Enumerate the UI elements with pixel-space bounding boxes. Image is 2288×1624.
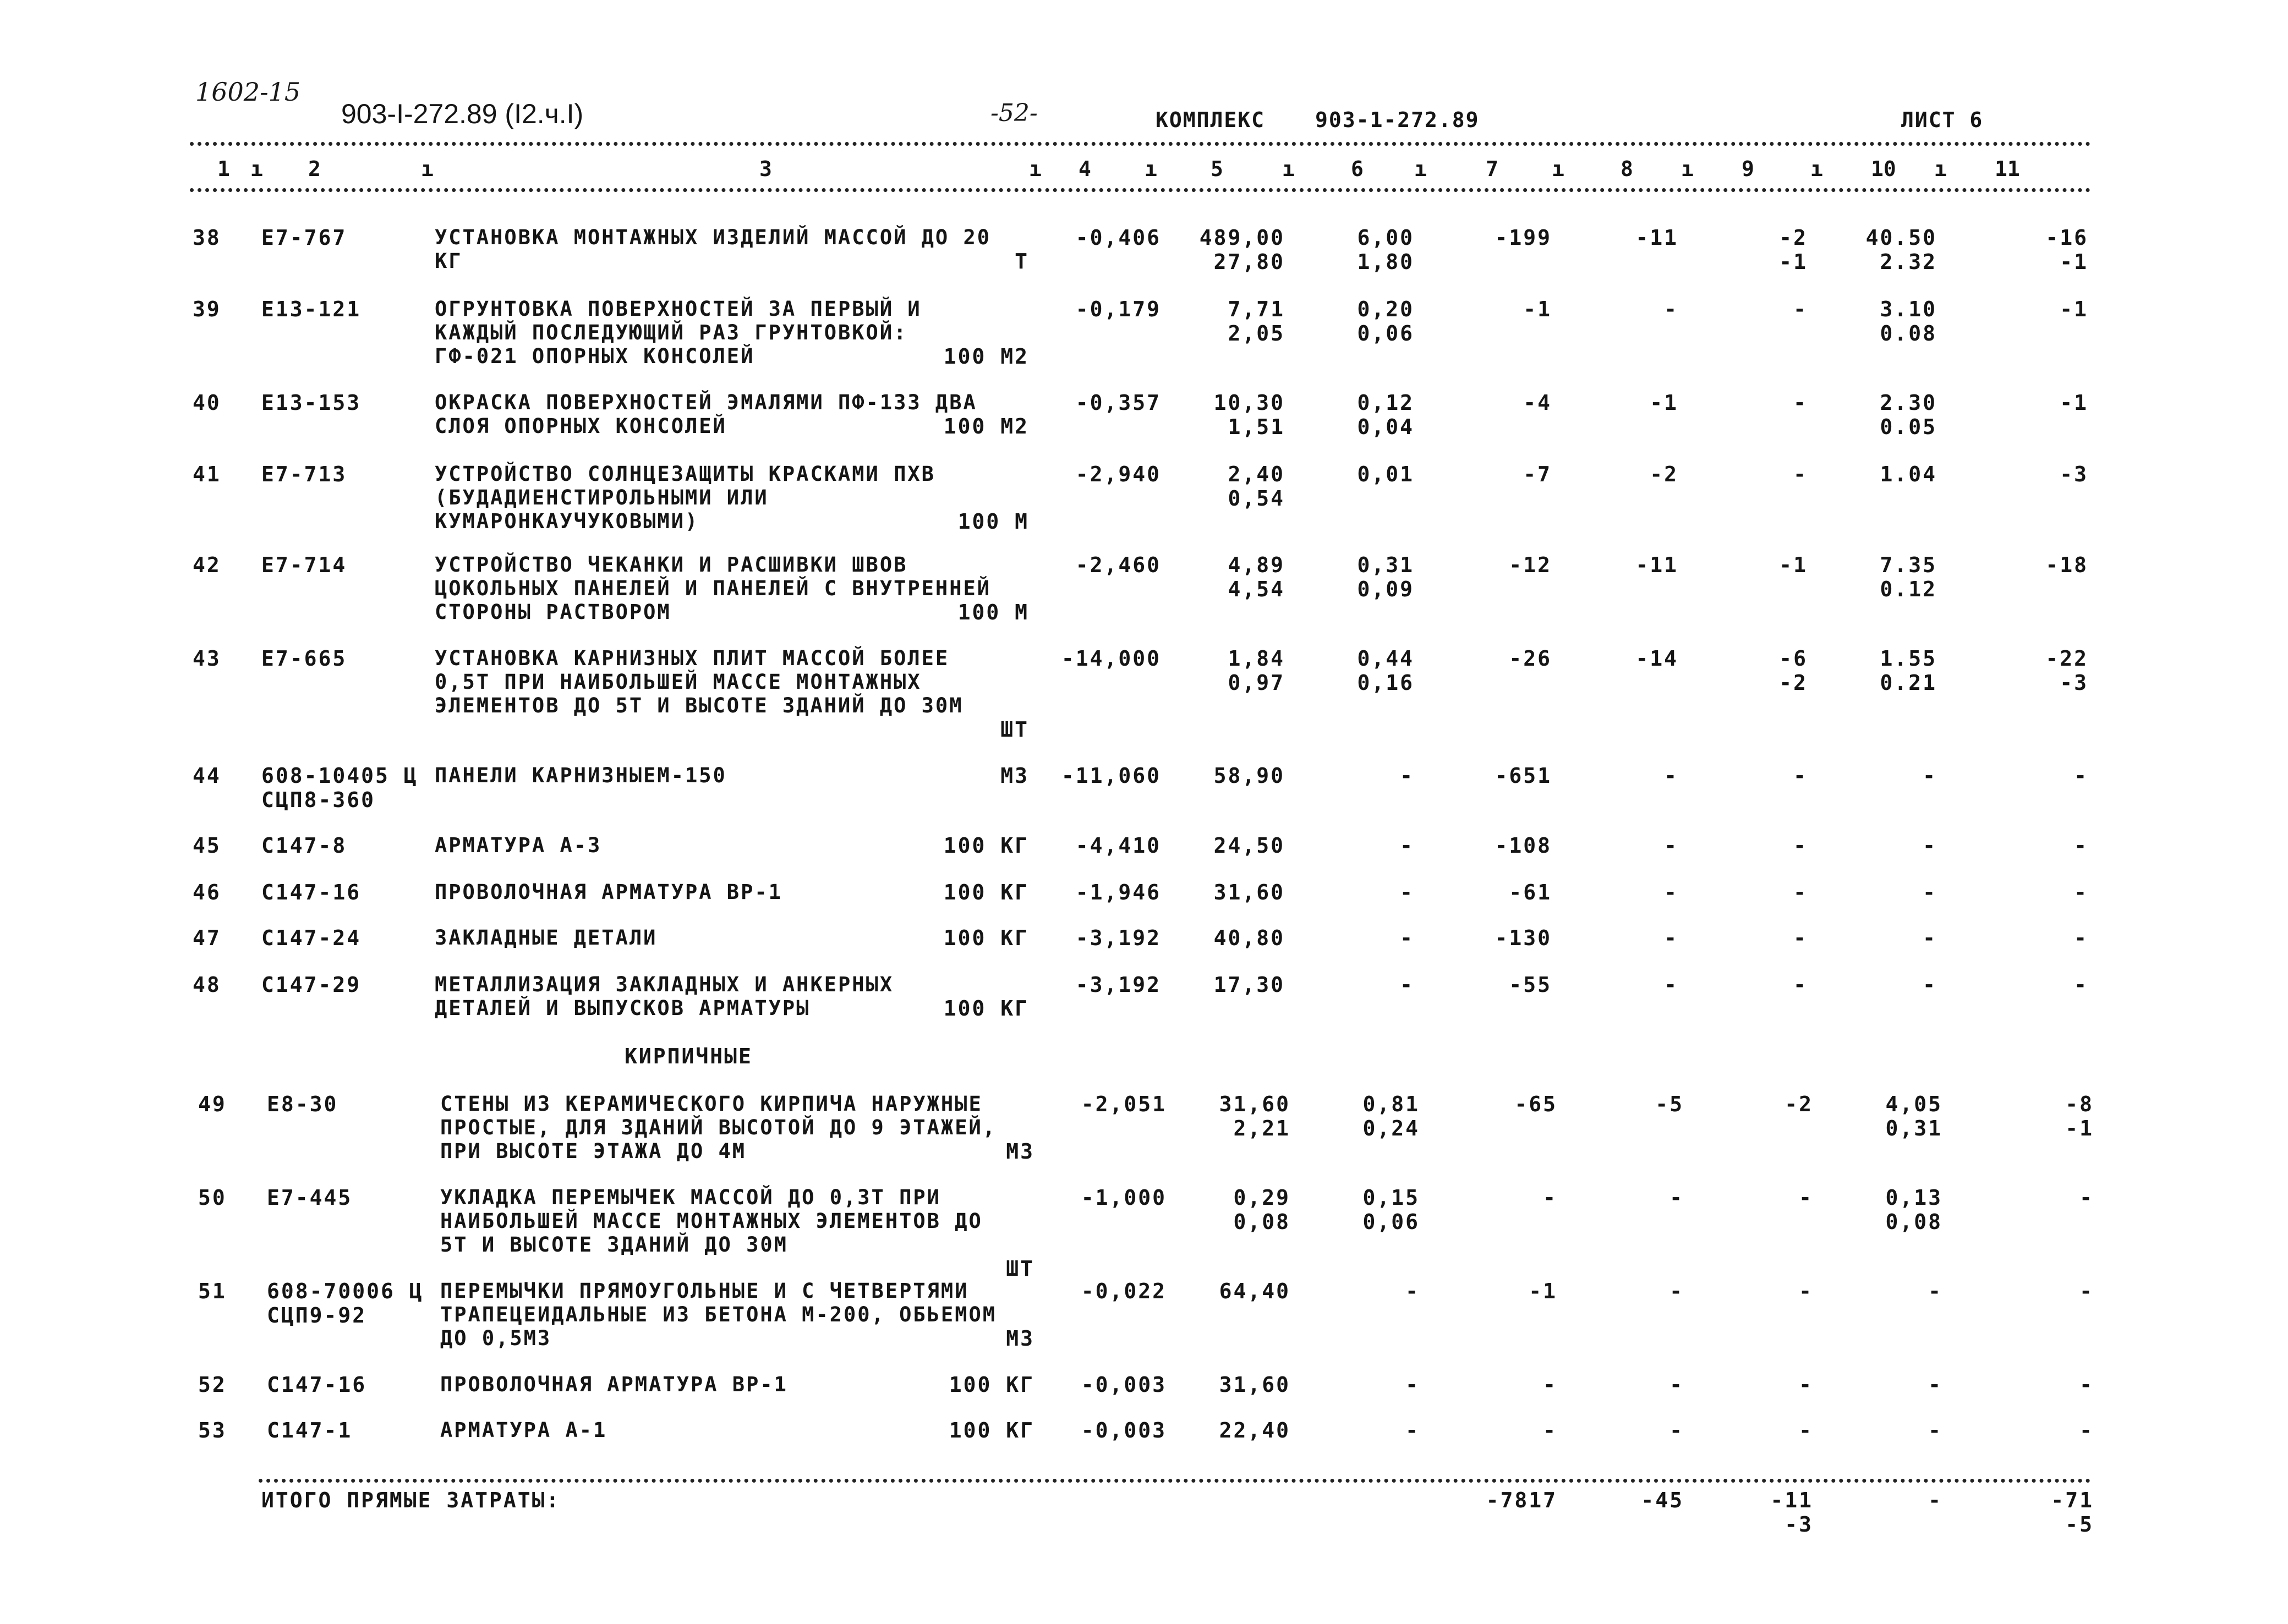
cell-c6: 0,01 (1357, 462, 1414, 486)
work-description: АРМАТУРА А-3 (435, 833, 602, 857)
norm-code: 608-70006 Ц СЦП9-92 (267, 1279, 424, 1327)
section-heading: КИРПИЧНЫЕ (625, 1044, 753, 1068)
unit-of-measure: 100 М2 (943, 414, 1029, 438)
cell-c8: - (1664, 973, 1678, 997)
document-code: 903-I-272.89 (I2.ч.I) (341, 98, 584, 129)
cell-c7: -7 (1523, 462, 1552, 486)
column-number: 10 (1871, 157, 1896, 181)
cell-c5: 489,00 27,80 (1199, 226, 1285, 274)
cell-c7: -108 (1495, 833, 1552, 858)
norm-code: Е13-121 (261, 297, 362, 321)
cell-c6: 0,81 0,24 (1362, 1092, 1420, 1140)
cell-c7: - (1543, 1373, 1557, 1397)
complex-code: 903-1-272.89 (1315, 108, 1480, 132)
cell-c10: - (1923, 764, 1937, 788)
cell-c10: 1.04 (1880, 462, 1937, 486)
unit-of-measure: 100 М (957, 509, 1029, 534)
cell-c11: -18 (2045, 553, 2088, 577)
unit-of-measure: 100 КГ (949, 1373, 1034, 1397)
cell-c4: -14,000 (1061, 646, 1161, 671)
total-c10: - (1928, 1488, 1942, 1512)
row-number: 51 (198, 1279, 227, 1303)
cell-c7: - (1543, 1186, 1557, 1210)
cell-c6: - (1400, 764, 1414, 788)
cell-c10: - (1928, 1373, 1942, 1397)
cell-c11: - (2079, 1418, 2094, 1442)
cell-c5: 40,80 (1213, 926, 1285, 950)
work-description: УСТАНОВКА КАРНИЗНЫХ ПЛИТ МАССОЙ БОЛЕЕ 0,5Т ПРИ НАИБОЛЬШЕЙ МАССЕ МОНТАЖНЫХ ЭЛЕМЕНТОВ ДО 5Т И ВЫСОТЕ ЗДАНИЙ ДО 30М (435, 646, 964, 717)
cell-c4: -1,000 (1081, 1186, 1167, 1210)
column-number: 6 (1351, 157, 1364, 181)
cell-c7: -1 (1523, 297, 1552, 321)
total-label: ИТОГО ПРЯМЫЕ ЗАТРАТЫ: (261, 1488, 561, 1512)
norm-code: С147-16 (261, 880, 362, 904)
cell-c4: -4,410 (1075, 833, 1161, 858)
column-number: 9 (1742, 157, 1754, 181)
cell-c9: - (1793, 764, 1808, 788)
cell-c5: 58,90 (1213, 764, 1285, 788)
cell-c11: - (2074, 973, 2088, 997)
column-separator: ı (250, 157, 263, 181)
work-description: МЕТАЛЛИЗАЦИЯ ЗАКЛАДНЫХ И АНКЕРНЫХ ДЕТАЛЕЙ И ВЫПУСКОВ АРМАТУРЫ (435, 973, 894, 1020)
cell-c8: -11 (1635, 553, 1678, 577)
cell-c7: -4 (1523, 391, 1552, 415)
norm-code: Е7-767 (261, 226, 347, 250)
cell-c11: -3 (2060, 462, 2088, 486)
cell-c4: -2,940 (1075, 462, 1161, 486)
cell-c7: -1 (1529, 1279, 1557, 1303)
total-c8: -45 (1641, 1488, 1684, 1512)
cell-c8: -11 (1635, 226, 1678, 250)
norm-code: Е8-30 (267, 1092, 338, 1116)
cell-c11: -1 (2060, 391, 2088, 415)
cell-c4: -0,357 (1075, 391, 1161, 415)
row-number: 48 (193, 973, 221, 997)
work-description: ОГРУНТОВКА ПОВЕРХНОСТЕЙ ЗА ПЕРВЫЙ И КАЖДЫЙ ПОСЛЕДУЮЩИЙ РАЗ ГРУНТОВКОЙ: ГФ-021 ОПОРНЫХ КОНСОЛЕЙ (435, 297, 922, 368)
cell-c10: - (1928, 1418, 1942, 1442)
cell-c9: - (1793, 462, 1808, 486)
cell-c9: - (1793, 973, 1808, 997)
cell-c8: - (1664, 926, 1678, 950)
cell-c7: -65 (1514, 1092, 1557, 1116)
row-number: 38 (193, 226, 221, 250)
cell-c9: - (1793, 833, 1808, 858)
cell-c7: -61 (1509, 880, 1552, 904)
cell-c11: -1 (2060, 297, 2088, 321)
column-number: 7 (1486, 157, 1498, 181)
cell-c10: 7.35 0.12 (1880, 553, 1937, 601)
cell-c9: -6 -2 (1779, 646, 1808, 695)
row-number: 50 (198, 1186, 227, 1210)
cell-c6: - (1400, 973, 1414, 997)
cell-c4: -0,003 (1081, 1373, 1167, 1397)
cell-c4: -2,051 (1081, 1092, 1167, 1116)
norm-code: С147-24 (261, 926, 362, 950)
work-description: ОКРАСКА ПОВЕРХНОСТЕЙ ЭМАЛЯМИ ПФ-133 ДВА СЛОЯ ОПОРНЫХ КОНСОЛЕЙ (435, 391, 977, 438)
cell-c5: 2,40 0,54 (1228, 462, 1285, 511)
row-number: 53 (198, 1418, 227, 1442)
cell-c5: 7,71 2,05 (1228, 297, 1285, 345)
cell-c9: -2 (1785, 1092, 1813, 1116)
cell-c5: 10,30 1,51 (1213, 391, 1285, 439)
unit-of-measure: М3 (1000, 764, 1029, 788)
cell-c11: - (2074, 764, 2088, 788)
handwritten-reference: 1602-15 (195, 77, 301, 107)
work-description: ЗАКЛАДНЫЕ ДЕТАЛИ (435, 926, 658, 950)
unit-of-measure: 100 КГ (943, 926, 1029, 950)
cell-c6: - (1405, 1373, 1420, 1397)
cell-c10: 1.55 0.21 (1880, 646, 1937, 695)
norm-code: Е7-713 (261, 462, 347, 486)
row-number: 42 (193, 553, 221, 577)
work-description: АРМАТУРА А-1 (440, 1418, 607, 1442)
cell-c8: - (1670, 1279, 1684, 1303)
unit-of-measure: 100 КГ (943, 833, 1029, 858)
cell-c10: - (1923, 880, 1937, 904)
column-separator: ı (421, 157, 434, 181)
cell-c4: -0,003 (1081, 1418, 1167, 1442)
cell-c5: 4,89 4,54 (1228, 553, 1285, 601)
row-number: 43 (193, 646, 221, 671)
cell-c11: - (2079, 1373, 2094, 1397)
work-description: УСТАНОВКА МОНТАЖНЫХ ИЗДЕЛИЙ МАССОЙ ДО 20 КГ (435, 226, 992, 273)
cell-c9: - (1799, 1418, 1813, 1442)
cell-c8: - (1670, 1418, 1684, 1442)
row-number: 47 (193, 926, 221, 950)
column-separator: ı (1810, 157, 1823, 181)
cell-c11: - (2074, 880, 2088, 904)
page-number: -52- (990, 99, 1038, 127)
cell-c4: -0,406 (1075, 226, 1161, 250)
column-separator: ı (1145, 157, 1157, 181)
norm-code: Е13-153 (261, 391, 362, 415)
unit-of-measure: 100 М (957, 600, 1029, 624)
cell-c9: -2 -1 (1779, 226, 1808, 274)
cell-c5: 22,40 (1219, 1418, 1290, 1442)
column-separator: ı (1552, 157, 1564, 181)
work-description: УСТРОЙСТВО ЧЕКАНКИ И РАСШИВКИ ШВОВ ЦОКОЛЬНЫХ ПАНЕЛЕЙ И ПАНЕЛЕЙ С ВНУТРЕННЕЙ СТОРОНЫ РАСТВОРОМ (435, 553, 992, 624)
cell-c8: - (1664, 880, 1678, 904)
norm-code: С147-1 (267, 1418, 353, 1442)
cell-c9: - (1793, 880, 1808, 904)
cell-c11: - (2079, 1186, 2094, 1210)
cell-c9: - (1793, 391, 1808, 415)
unit-of-measure: 100 М2 (943, 344, 1029, 369)
cell-c10: 40.50 2.32 (1865, 226, 1937, 274)
row-number: 49 (198, 1092, 227, 1116)
cell-c4: -11,060 (1061, 764, 1161, 788)
total-rule (259, 1479, 2091, 1483)
cell-c6: 6,00 1,80 (1357, 226, 1414, 274)
work-description: ПРОВОЛОЧНАЯ АРМАТУРА ВР-1 (435, 880, 782, 904)
cell-c11: -8 -1 (2065, 1092, 2094, 1140)
norm-code: Е7-445 (267, 1186, 353, 1210)
row-number: 44 (193, 764, 221, 788)
header-rule-bottom (190, 188, 2091, 192)
cell-c9: - (1799, 1186, 1813, 1210)
cell-c8: - (1670, 1373, 1684, 1397)
total-c7: -7817 (1486, 1488, 1557, 1512)
sheet-label: ЛИСТ 6 (1901, 108, 1984, 132)
cell-c5: 1,84 0,97 (1228, 646, 1285, 695)
cell-c8: - (1670, 1186, 1684, 1210)
cell-c10: 0,13 0,08 (1885, 1186, 1942, 1234)
cell-c6: 0,15 0,06 (1362, 1186, 1420, 1234)
work-description: ПРОВОЛОЧНАЯ АРМАТУРА ВР-1 (440, 1373, 788, 1396)
cell-c11: - (2074, 926, 2088, 950)
work-description: ПЕРЕМЫЧКИ ПРЯМОУГОЛЬНЫЕ И С ЧЕТВЕРТЯМИ ТРАПЕЦЕИДАЛЬНЫЕ ИЗ БЕТОНА М-200, ОБЬЕМОМ ДО 0,5М3 (440, 1279, 997, 1350)
cell-c6: 0,44 0,16 (1357, 646, 1414, 695)
total-c9: -11 -3 (1770, 1488, 1813, 1537)
column-separator: ı (1029, 157, 1042, 181)
cell-c10: - (1923, 973, 1937, 997)
norm-code: Е7-665 (261, 646, 347, 671)
column-number: 11 (1995, 157, 2020, 181)
cell-c7: -12 (1509, 553, 1552, 577)
cell-c8: -1 (1650, 391, 1678, 415)
row-number: 52 (198, 1373, 227, 1397)
cell-c5: 31,60 (1213, 880, 1285, 904)
column-separator: ı (1414, 157, 1427, 181)
work-description: СТЕНЫ ИЗ КЕРАМИЧЕСКОГО КИРПИЧА НАРУЖНЫЕ ПРОСТЫЕ, ДЛЯ ЗДАНИЙ ВЫСОТОЙ ДО 9 ЭТАЖЕЙ, ПРИ ВЫСОТЕ ЭТАЖА ДО 4М (440, 1092, 997, 1163)
column-separator: ı (1681, 157, 1694, 181)
column-number: 2 (308, 157, 321, 181)
cell-c10: 4,05 0,31 (1885, 1092, 1942, 1140)
cell-c7: -55 (1509, 973, 1552, 997)
unit-of-measure: ШТ (1000, 717, 1029, 742)
cell-c5: 31,60 2,21 (1219, 1092, 1290, 1140)
cell-c4: -2,460 (1075, 553, 1161, 577)
total-c11: -71 -5 (2051, 1488, 2094, 1537)
cell-c7: -130 (1495, 926, 1552, 950)
unit-of-measure: 100 КГ (949, 1418, 1034, 1442)
column-number: 4 (1079, 157, 1091, 181)
cell-c8: -2 (1650, 462, 1678, 486)
row-number: 41 (193, 462, 221, 486)
cell-c10: 2.30 0.05 (1880, 391, 1937, 439)
cell-c7: -199 (1495, 226, 1552, 250)
norm-code: 608-10405 Ц СЦП8-360 (261, 764, 418, 812)
complex-label: КОМПЛЕКС (1156, 108, 1266, 132)
cell-c9: - (1793, 297, 1808, 321)
work-description: УСТРОЙСТВО СОЛНЦЕЗАЩИТЫ КРАСКАМИ ПХВ (БУДАДИЕНСТИРОЛЬНЫМИ ИЛИ КУМАРОНКАУЧУКОВЫМИ) (435, 462, 935, 533)
row-number: 45 (193, 833, 221, 858)
cell-c9: - (1793, 926, 1808, 950)
column-number: 1 (217, 157, 230, 181)
cell-c8: -14 (1635, 646, 1678, 671)
cell-c11: - (2079, 1279, 2094, 1303)
cell-c9: - (1799, 1373, 1813, 1397)
work-description: УКЛАДКА ПЕРЕМЫЧЕК МАССОЙ ДО 0,3Т ПРИ НАИБОЛЬШЕЙ МАССЕ МОНТАЖНЫХ ЭЛЕМЕНТОВ ДО 5Т И ВЫСОТЕ ЗДАНИЙ ДО 30М (440, 1186, 983, 1257)
cell-c11: - (2074, 833, 2088, 858)
row-number: 46 (193, 880, 221, 904)
cell-c10: 3.10 0.08 (1880, 297, 1937, 345)
cell-c8: - (1664, 764, 1678, 788)
cell-c11: -16 -1 (2045, 226, 2088, 274)
cell-c4: -3,192 (1075, 926, 1161, 950)
cell-c7: - (1543, 1418, 1557, 1442)
norm-code: Е7-714 (261, 553, 347, 577)
column-number: 8 (1621, 157, 1633, 181)
cell-c6: 0,12 0,04 (1357, 391, 1414, 439)
cell-c6: - (1400, 880, 1414, 904)
unit-of-measure: Т (1015, 249, 1029, 273)
cell-c4: -0,179 (1075, 297, 1161, 321)
norm-code: С147-8 (261, 833, 347, 858)
column-number: 5 (1211, 157, 1223, 181)
cell-c6: 0,20 0,06 (1357, 297, 1414, 345)
unit-of-measure: 100 КГ (943, 996, 1029, 1021)
header-rule-top (190, 142, 2091, 146)
cell-c5: 24,50 (1213, 833, 1285, 858)
column-separator: ı (1934, 157, 1947, 181)
cell-c10: - (1923, 833, 1937, 858)
cell-c7: -26 (1509, 646, 1552, 671)
cell-c10: - (1923, 926, 1937, 950)
work-description: ПАНЕЛИ КАРНИЗНЫЕМ-150 (435, 764, 727, 787)
cell-c6: - (1405, 1279, 1420, 1303)
unit-of-measure: М3 (1006, 1139, 1034, 1164)
cell-c10: - (1928, 1279, 1942, 1303)
column-number: 3 (759, 157, 772, 181)
row-number: 40 (193, 391, 221, 415)
cell-c9: - (1799, 1279, 1813, 1303)
cell-c4: -0,022 (1081, 1279, 1167, 1303)
cell-c4: -3,192 (1075, 973, 1161, 997)
unit-of-measure: М3 (1006, 1326, 1034, 1351)
cell-c4: -1,946 (1075, 880, 1161, 904)
cell-c11: -22 -3 (2045, 646, 2088, 695)
cell-c8: - (1664, 833, 1678, 858)
cell-c6: - (1400, 926, 1414, 950)
unit-of-measure: 100 КГ (943, 880, 1029, 904)
cell-c6: - (1400, 833, 1414, 858)
column-separator: ı (1282, 157, 1295, 181)
cell-c6: - (1405, 1418, 1420, 1442)
norm-code: С147-29 (261, 973, 362, 997)
cell-c6: 0,31 0,09 (1357, 553, 1414, 601)
cell-c7: -651 (1495, 764, 1552, 788)
cell-c5: 17,30 (1213, 973, 1285, 997)
cell-c9: -1 (1779, 553, 1808, 577)
unit-of-measure: ШТ (1006, 1257, 1034, 1281)
norm-code: С147-16 (267, 1373, 367, 1397)
cell-c5: 0,29 0,08 (1233, 1186, 1290, 1234)
cell-c8: -5 (1655, 1092, 1684, 1116)
cell-c5: 64,40 (1219, 1279, 1290, 1303)
cell-c8: - (1664, 297, 1678, 321)
row-number: 39 (193, 297, 221, 321)
cell-c5: 31,60 (1219, 1373, 1290, 1397)
